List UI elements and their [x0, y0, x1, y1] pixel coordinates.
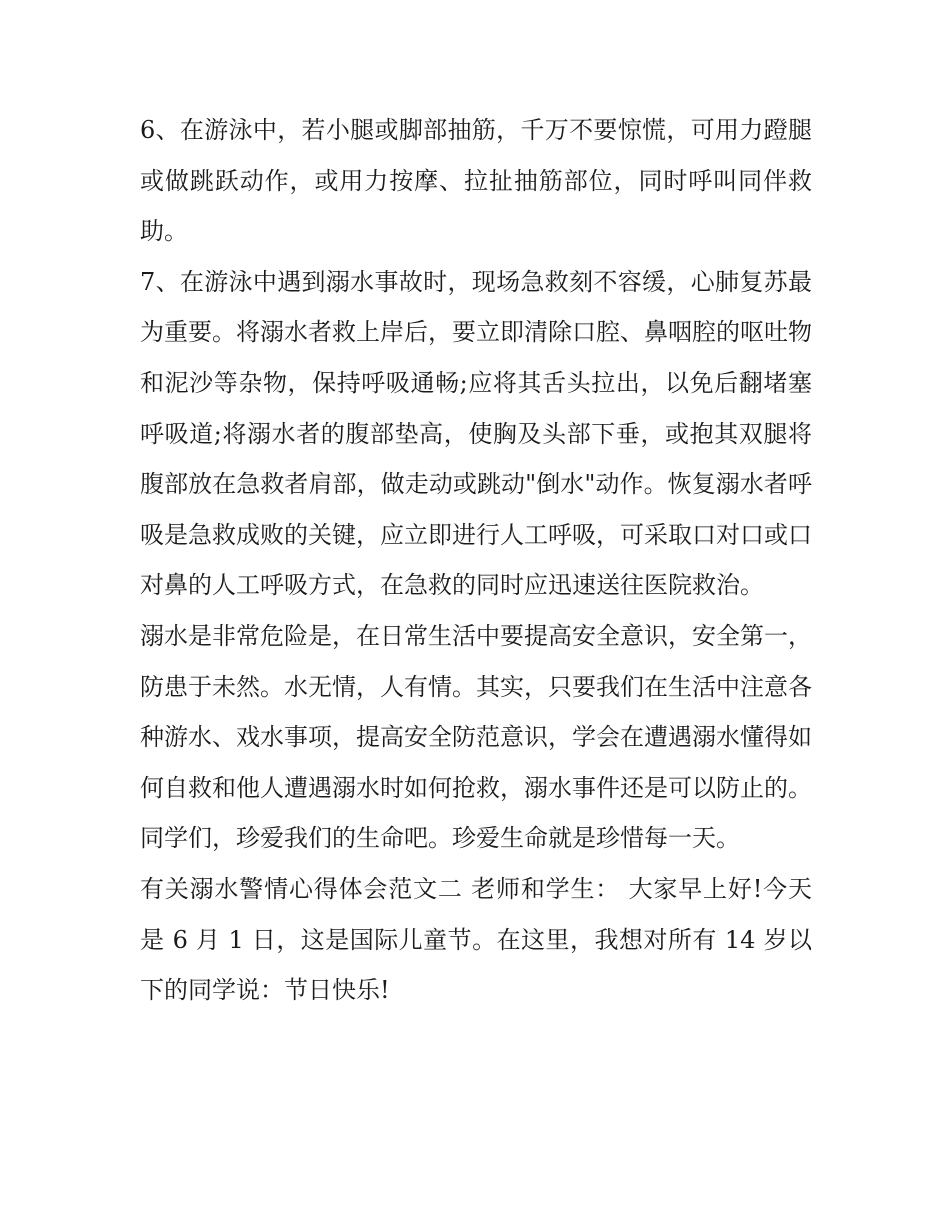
paragraph-drowning-rescue: 7、在游泳中遇到溺水事故时，现场急救刻不容缓，心肺复苏最为重要。将溺水者救上岸后，要立即清除口腔、鼻咽腔的呕吐物和泥沙等杂物，保持呼吸通畅;应将其舌头拉出，以免后翻堵塞呼吸道;将溺水者的腹部垫高，使胸及头部下垂，或抱其双腿将腹部放在急救者肩部，做走动或跳动"倒水"动作。恢复溺水者呼吸是急救成败的关键，应立即进行人工呼吸，可采取口对口或口对鼻的人工呼吸方式，在急救的同时应迅速送往医院救治。 — [140, 267, 812, 600]
document-page — [140, 105, 812, 1016]
paragraph-safety-awareness: 溺水是非常危险是，在日常生活中要提高安全意识，安全第一，防患于未然。水无情，人有情。其实，只要我们在生活中注意各种游水、戏水事项，提高安全防范意识，学会在遭遇溺水懂得如何自救和他人遭遇溺水时如何抢救，溺水事件还是可以防止的。同学们，珍爱我们的生命吧。珍爱生命就是珍惜每一天。 — [140, 621, 812, 853]
paragraph-cramp-tip: 6、在游泳中，若小腿或脚部抽筋，千万不要惊慌，可用力蹬腿或做跳跃动作，或用力按摩、拉扯抽筋部位，同时呼叫同伴救助。 — [140, 116, 812, 246]
paragraph-childrens-day: 有关溺水警情心得体会范文二 老师和学生： 大家早上好!今天是 6 月 1 日，这是国际儿童节。在这里，我想对所有 14 岁以下的同学说：节日快乐! — [140, 874, 812, 1005]
